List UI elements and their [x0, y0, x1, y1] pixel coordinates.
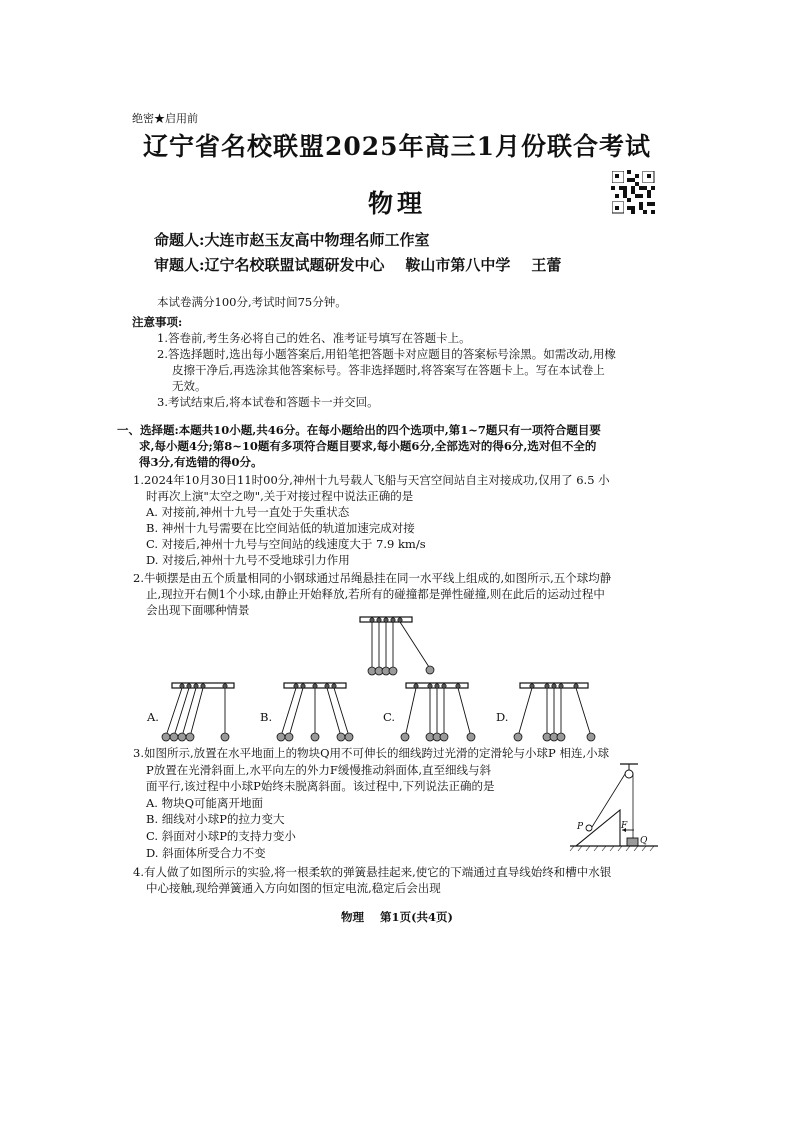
q2-option-label-b: B.: [260, 710, 273, 724]
note-item: 1.答卷前,考生务必将自己的姓名、准考证号填写在答题卡上。: [157, 331, 471, 345]
q3-stem: 面平行,该过程中小球P始终未脱离斜面。该过程中,下列说法正确的是: [146, 779, 495, 793]
label-p: P: [577, 822, 584, 832]
section-instructions: 求,每小题4分;第8~10题有多项符合题目要求,每小题6分,全部选对的得6分,选对但不全的: [139, 439, 597, 453]
q1-option-c: C. 对接后,神州十九号与空间站的线速度大于 7.9 km/s: [146, 537, 426, 551]
label-f: F: [621, 821, 628, 831]
q2-stem: 止,现拉开右侧1个小球,由静止开始释放,若所有的碰撞都是弹性碰撞,则在此后的运动过程中: [146, 587, 605, 601]
q1-stem: 时再次上演"太空之吻",关于对接过程中说法正确的是: [146, 489, 414, 503]
note-item: 无效。: [172, 379, 207, 393]
section-instructions: 得3分,有选错的得0分。: [139, 455, 263, 469]
q3-option-c: C. 斜面对小球P的支持力变小: [146, 829, 296, 843]
q2-option-b-figure: [272, 680, 362, 742]
q3-option-b: B. 细线对小球P的拉力变大: [146, 812, 285, 826]
exam-intro: 本试卷满分100分,考试时间75分钟。: [157, 295, 347, 309]
note-item: 3.考试结束后,将本试卷和答题卡一并交回。: [157, 395, 379, 409]
q2-stem: 会出现下面哪种情景: [146, 603, 250, 617]
page-footer: 物理 第1页(共4页): [341, 910, 453, 924]
q3-option-a: A. 物块Q可能离开地面: [146, 796, 264, 810]
section-instructions: 一、选择题:本题共10小题,共46分。在每小题给出的四个选项中,第1~7题只有一项符合题目要: [117, 423, 601, 437]
confidential-label: 绝密★启用前: [132, 112, 198, 125]
q1-option-b: B. 神州十九号需要在比空间站低的轨道加速完成对接: [146, 521, 415, 535]
exam-subject: 物理: [367, 189, 426, 218]
newtons-cradle-figure: [355, 614, 445, 678]
q2-option-label-d: D.: [496, 710, 509, 724]
q4-stem: 中心接触,现给弹簧通入方向如图的恒定电流,稳定后会出现: [146, 881, 441, 895]
q2-option-label-a: A.: [147, 710, 159, 724]
qr-code-icon: [611, 170, 655, 214]
q3-stem: P放置在光滑斜面上,水平向左的外力F缓慢推动斜面体,直至细线与斜: [146, 763, 492, 777]
note-item: 皮擦干净后,再选涂其他答案标号。答非选择题时,将答案写在答题卡上。写在本试卷上: [172, 363, 605, 377]
q2-option-a-figure: [158, 680, 240, 742]
note-item: 2.答选择题时,选出每小题答案后,用铅笔把答题卡对应题目的答案标号涂黑。如需改动,用橡: [157, 347, 616, 361]
q2-option-label-c: C.: [383, 710, 396, 724]
q3-stem: 3.如图所示,放置在水平地面上的物块Q用不可伸长的细线跨过光滑的定滑轮与小球P 相连,小球: [133, 746, 610, 760]
q4-stem: 4.有人做了如图所示的实验,将一根柔软的弹簧悬挂起来,使它的下端通过直导线始终和槽中水银: [133, 865, 612, 879]
q1-option-a: A. 对接前,神州十九号一直处于失重状态: [146, 505, 350, 519]
incline-pulley-figure: [566, 760, 662, 854]
question-reviewer: 审题人:辽宁名校联盟试题研发中心 鞍山市第八中学 王蕾: [154, 256, 562, 274]
notes-heading: 注意事项:: [132, 315, 183, 329]
q2-stem: 2.牛顿摆是由五个质量相同的小钢球通过吊绳悬挂在同一水平线上组成的,如图所示,五个球均静: [133, 571, 612, 585]
question-setter: 命题人:大连市赵玉友高中物理名师工作室: [154, 231, 430, 249]
exam-title: 辽宁省名校联盟2025年高三1月份联合考试: [143, 132, 651, 161]
q2-option-d-figure: [510, 680, 605, 742]
label-q: Q: [640, 836, 648, 846]
q2-option-c-figure: [400, 680, 490, 742]
q1-stem: 1.2024年10月30日11时00分,神州十九号载人飞船与天宫空间站自主对接成功,仅用了 6.5 小: [133, 473, 610, 487]
q3-option-d: D. 斜面体所受合力不变: [146, 846, 266, 860]
q1-option-d: D. 对接后,神州十九号不受地球引力作用: [146, 553, 350, 567]
